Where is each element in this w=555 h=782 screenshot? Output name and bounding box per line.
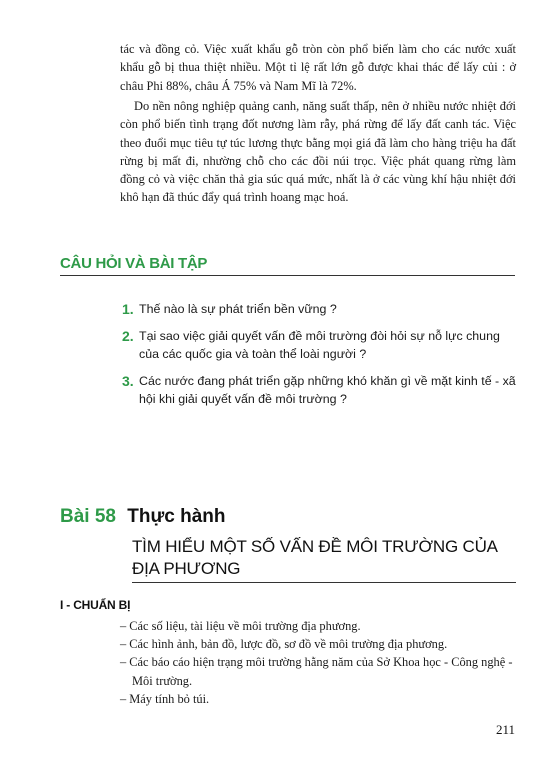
list-item: – Các hình ảnh, bản đồ, lược đồ, sơ đồ về môi trường địa phương. — [120, 637, 448, 652]
list-item: – Các số liệu, tài liệu về môi trường địa phương. — [120, 619, 361, 633]
intro-paragraph-2: Do nền nông nghiệp quảng canh, năng suất thấp, nên ở nhiều nước nhiệt đới còn phổ biến tình trạng đốt nương làm rẫy, phá rừng để lấy đất canh tác. Việc theo đuổi mục tiêu tự túc lương thực bằng mọi giá đã làm cho hàng triệu ha đất rừng bị mất đi, nhường chỗ cho các đồi núi trọc. Việc phát quang rừng làm đồng cỏ và việc chăn thả gia súc quá mức, nhất là ở các vùng khí hậu nhiệt đới khô hạn đã thúc đẩy quá trình hoang mạc hoá. — [120, 99, 516, 205]
question-item — [122, 300, 522, 318]
question-text: Các nước đang phát triển gặp những khó khăn gì về mặt kinh tế - xã hội khi giải quyết vấn đề môi trường ? — [139, 374, 516, 406]
list-item: – Các báo cáo hiện trạng môi trường hằng năm của Sở Khoa học - Công nghệ - Môi trường. — [120, 655, 513, 688]
lesson-subtitle: TÌM HIỂU MỘT SỐ VẤN ĐỀ MÔI TRƯỜNG CỦA ĐỊA PHƯƠNG — [132, 536, 516, 583]
list-item: – Máy tính bỏ túi. — [120, 691, 210, 706]
question-number: 2. — [122, 328, 134, 344]
question-text: Thế nào là sự phát triển bền vững ? — [139, 302, 337, 316]
page-number: 211 — [495, 722, 515, 737]
lesson-title — [60, 506, 520, 528]
preparation-list — [120, 617, 520, 708]
question-number: 1. — [122, 301, 134, 317]
question-item — [122, 372, 522, 408]
intro-paragraph-1: tác và đồng cỏ. Việc xuất khẩu gỗ tròn còn phổ biến làm cho các nước xuất khẩu gỗ bị thua thiệt nhiều. Một tỉ lệ rất lớn gỗ được khai thác để lấy củi : ở châu Phi 88%, châu Á 75% và Nam Mĩ là 72%. — [120, 42, 516, 93]
lesson-name: Thực hành — [127, 506, 226, 527]
question-text: Tại sao việc giải quyết vấn đề môi trường đòi hỏi sự nỗ lực chung của các quốc gia và toàn thể loài người ? — [139, 329, 500, 361]
questions-section-heading: CÂU HỎI VÀ BÀI TẬP — [60, 255, 515, 276]
question-item — [122, 327, 522, 363]
question-number: 3. — [122, 373, 134, 389]
lesson-number: Bài 58 — [60, 506, 116, 527]
questions-list — [122, 300, 522, 417]
preparation-heading: I - CHUẨN BỊ — [60, 598, 131, 612]
